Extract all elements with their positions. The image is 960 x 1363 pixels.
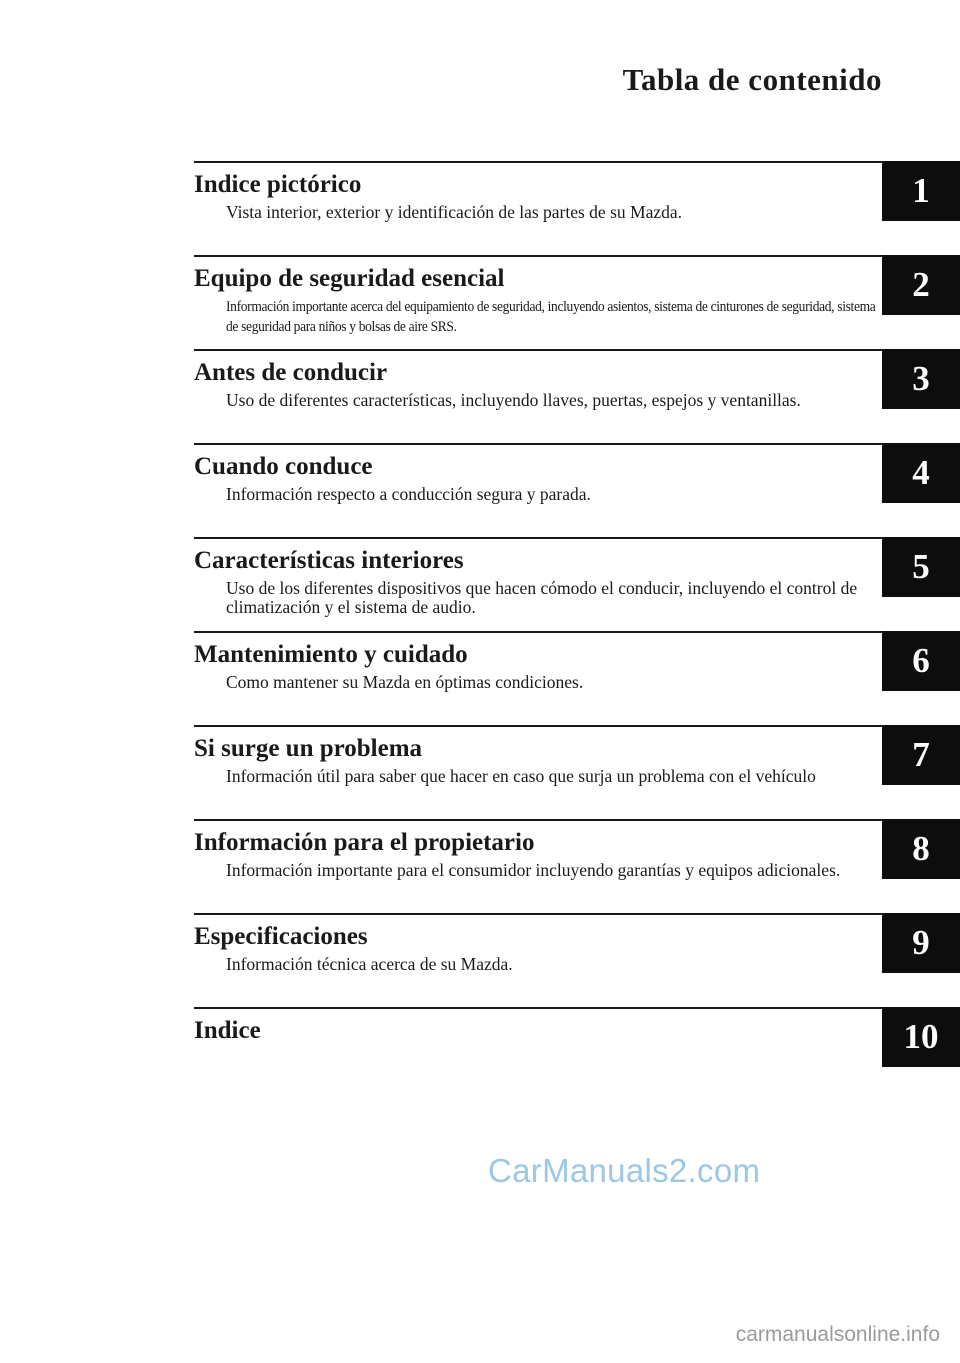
- chapter-tab-8[interactable]: 8: [882, 819, 960, 879]
- section-description: Como mantener su Mazda en óptimas condiciones.: [226, 672, 584, 692]
- section-description: Información útil para saber que hacer en caso que surja un problema con el vehículo: [226, 766, 816, 786]
- toc-entry-indice[interactable]: [194, 1007, 960, 1069]
- chapter-tab-1[interactable]: 1: [882, 161, 960, 221]
- section-description: Uso de diferentes características, incluyendo llaves, puertas, espejos y ventanillas.: [226, 390, 801, 410]
- toc-entry-caracteristicas-interiores[interactable]: [194, 537, 960, 617]
- section-title[interactable]: Cuando conduce: [194, 453, 373, 480]
- section-description: Información respecto a conducción segura y parada.: [226, 484, 591, 504]
- toc-entry-indice-pictorico[interactable]: [194, 161, 960, 223]
- chapter-tab-3[interactable]: 3: [882, 349, 960, 409]
- section-description: Información importante acerca del equipamiento de seguridad, incluyendo asientos, sistema de cinturones de seguridad, sistema de seguridad para niños y bolsas de aire SRS.: [226, 299, 876, 335]
- section-title[interactable]: Información para el propietario: [194, 829, 535, 856]
- page-title: Tabla de contenido: [622, 62, 882, 97]
- toc-entry-cuando-conduce[interactable]: [194, 443, 960, 505]
- section-title[interactable]: Indice pictórico: [194, 171, 362, 198]
- toc-entry-si-surge-problema[interactable]: [194, 725, 960, 787]
- chapter-tab-9[interactable]: 9: [882, 913, 960, 973]
- section-title[interactable]: Indice: [194, 1017, 261, 1044]
- toc-entry-especificaciones[interactable]: [194, 913, 960, 975]
- toc-entry-antes-de-conducir[interactable]: [194, 349, 960, 411]
- section-title[interactable]: Características interiores: [194, 547, 464, 574]
- section-title[interactable]: Mantenimiento y cuidado: [194, 641, 468, 668]
- chapter-tab-10[interactable]: 10: [882, 1007, 960, 1067]
- section-title[interactable]: Especificaciones: [194, 923, 368, 950]
- section-description: Uso de los diferentes dispositivos que hacen cómodo el conducir, incluyendo el control de climatización y el sistema de audio.: [226, 578, 858, 617]
- toc-entry-equipo-seguridad[interactable]: [194, 255, 960, 335]
- chapter-tab-4[interactable]: 4: [882, 443, 960, 503]
- footer-watermark: carmanualsonline.info: [735, 1323, 940, 1346]
- watermark: CarManuals2.com: [488, 1152, 761, 1189]
- section-description: Información técnica acerca de su Mazda.: [226, 954, 513, 974]
- section-title[interactable]: Si surge un problema: [194, 735, 423, 762]
- chapter-tab-2[interactable]: 2: [882, 255, 960, 315]
- toc-entry-informacion-propietario[interactable]: [194, 819, 960, 881]
- section-title[interactable]: Antes de conducir: [194, 359, 388, 386]
- toc-entry-mantenimiento[interactable]: [194, 631, 960, 693]
- chapter-tab-5[interactable]: 5: [882, 537, 960, 597]
- chapter-tab-7[interactable]: 7: [882, 725, 960, 785]
- chapter-tab-6[interactable]: 6: [882, 631, 960, 691]
- section-description: Vista interior, exterior y identificación de las partes de su Mazda.: [226, 202, 682, 222]
- section-description: Información importante para el consumidor incluyendo garantías y equipos adicionales.: [226, 860, 841, 880]
- section-title[interactable]: Equipo de seguridad esencial: [194, 265, 505, 292]
